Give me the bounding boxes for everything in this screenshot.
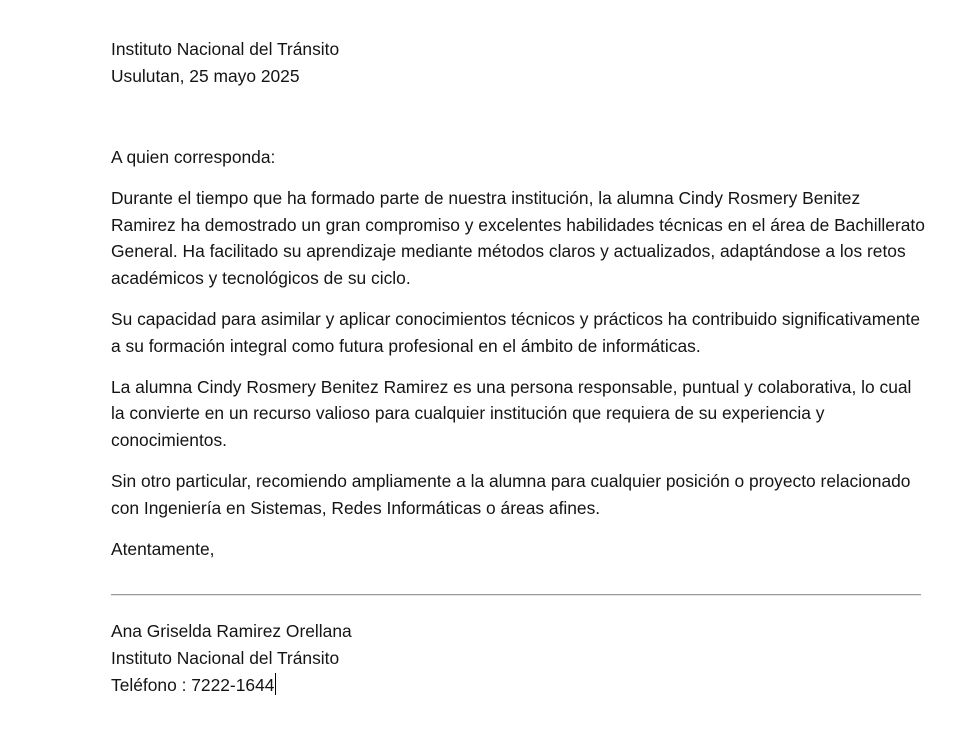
letter-document[interactable] <box>111 36 929 698</box>
signature-block <box>111 618 929 698</box>
signer-phone-line[interactable] <box>111 672 929 699</box>
signer-phone: Teléfono : 7222-1644 <box>111 674 275 695</box>
letter-header <box>111 36 929 89</box>
signer-name: Ana Griselda Ramirez Orellana <box>111 621 352 642</box>
institution-name: Instituto Nacional del Tránsito <box>111 39 340 59</box>
signer-institution: Instituto Nacional del Tránsito <box>111 648 340 668</box>
body-paragraph-1: Durante el tiempo que ha formado parte de nuestra institución, la alumna Cindy Rosmery Benitez Ramirez ha demostrado un gran compromiso y excelentes habilidades técnicas en el área de Bachillerato General. Ha facilitado su aprendizaje mediante métodos claros y actualizados, adaptándose a los retos académicos y tecnológicos de su ciclo. <box>111 188 925 289</box>
place-date: Usulutan, 25 mayo 2025 <box>111 65 300 86</box>
signature-line <box>111 594 921 596</box>
closing: Atentamente, <box>111 538 215 559</box>
salutation: A quien corresponda: <box>111 147 276 168</box>
body-paragraph-3: La alumna Cindy Rosmery Benitez Ramirez es una persona responsable, puntual y colaborativa, lo cual la convierte en un recurso valioso para cualquier institución que requiera de su experiencia y conocimientos. <box>111 376 912 451</box>
body-paragraph-2: Su capacidad para asimilar y aplicar conocimientos técnicos y prácticos ha contribuido significativamente a su formación integral como futura profesional en el ámbito de informáticas. <box>111 309 921 356</box>
text-cursor <box>275 673 276 695</box>
body-paragraph-4: Sin otro particular, recomiendo ampliamente a la alumna para cualquier posición o proyecto relacionado con Ingeniería en Sistemas, Redes Informáticas o áreas afines. <box>111 471 911 518</box>
